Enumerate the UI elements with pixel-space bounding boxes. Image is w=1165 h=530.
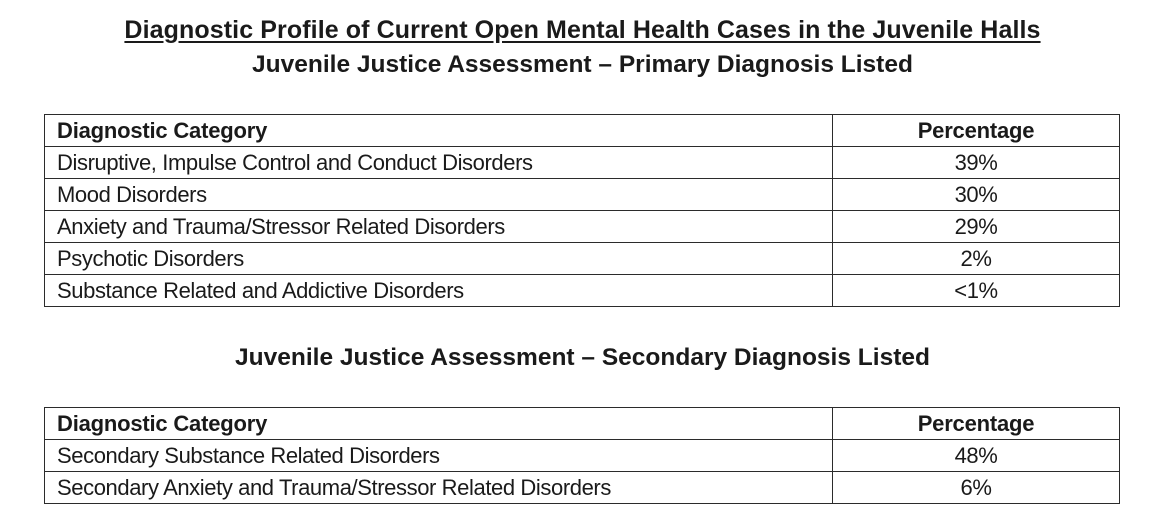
percentage-cell: <1% — [833, 275, 1120, 307]
column-header-category: Diagnostic Category — [45, 115, 833, 147]
table-row — [45, 211, 1120, 243]
percentage-cell: 39% — [833, 147, 1120, 179]
column-header-percentage: Percentage — [833, 115, 1120, 147]
category-cell: Mood Disorders — [45, 179, 833, 211]
table-row — [45, 472, 1120, 504]
percentage-cell: 6% — [833, 472, 1120, 504]
category-cell: Substance Related and Addictive Disorders — [45, 275, 833, 307]
table-row — [45, 147, 1120, 179]
primary-table-heading: Juvenile Justice Assessment – Primary Diagnosis Listed — [252, 51, 913, 78]
category-cell: Psychotic Disorders — [45, 243, 833, 275]
table-row — [45, 440, 1120, 472]
percentage-cell: 29% — [833, 211, 1120, 243]
table-row — [45, 179, 1120, 211]
category-cell: Secondary Anxiety and Trauma/Stressor Related Disorders — [45, 472, 833, 504]
column-header-category: Diagnostic Category — [45, 408, 833, 440]
category-cell: Anxiety and Trauma/Stressor Related Disorders — [45, 211, 833, 243]
secondary-diagnosis-table — [44, 407, 1120, 504]
table-row — [45, 275, 1120, 307]
table-header-row — [45, 408, 1120, 440]
category-cell: Disruptive, Impulse Control and Conduct Disorders — [45, 147, 833, 179]
document-title: Diagnostic Profile of Current Open Mental Health Cases in the Juvenile Halls — [124, 16, 1041, 44]
category-cell: Secondary Substance Related Disorders — [45, 440, 833, 472]
percentage-cell: 48% — [833, 440, 1120, 472]
table-header-row — [45, 115, 1120, 147]
table-row — [45, 243, 1120, 275]
secondary-table-heading: Juvenile Justice Assessment – Secondary Diagnosis Listed — [235, 344, 930, 371]
percentage-cell: 30% — [833, 179, 1120, 211]
column-header-percentage: Percentage — [833, 408, 1120, 440]
percentage-cell: 2% — [833, 243, 1120, 275]
primary-diagnosis-table — [44, 114, 1120, 307]
